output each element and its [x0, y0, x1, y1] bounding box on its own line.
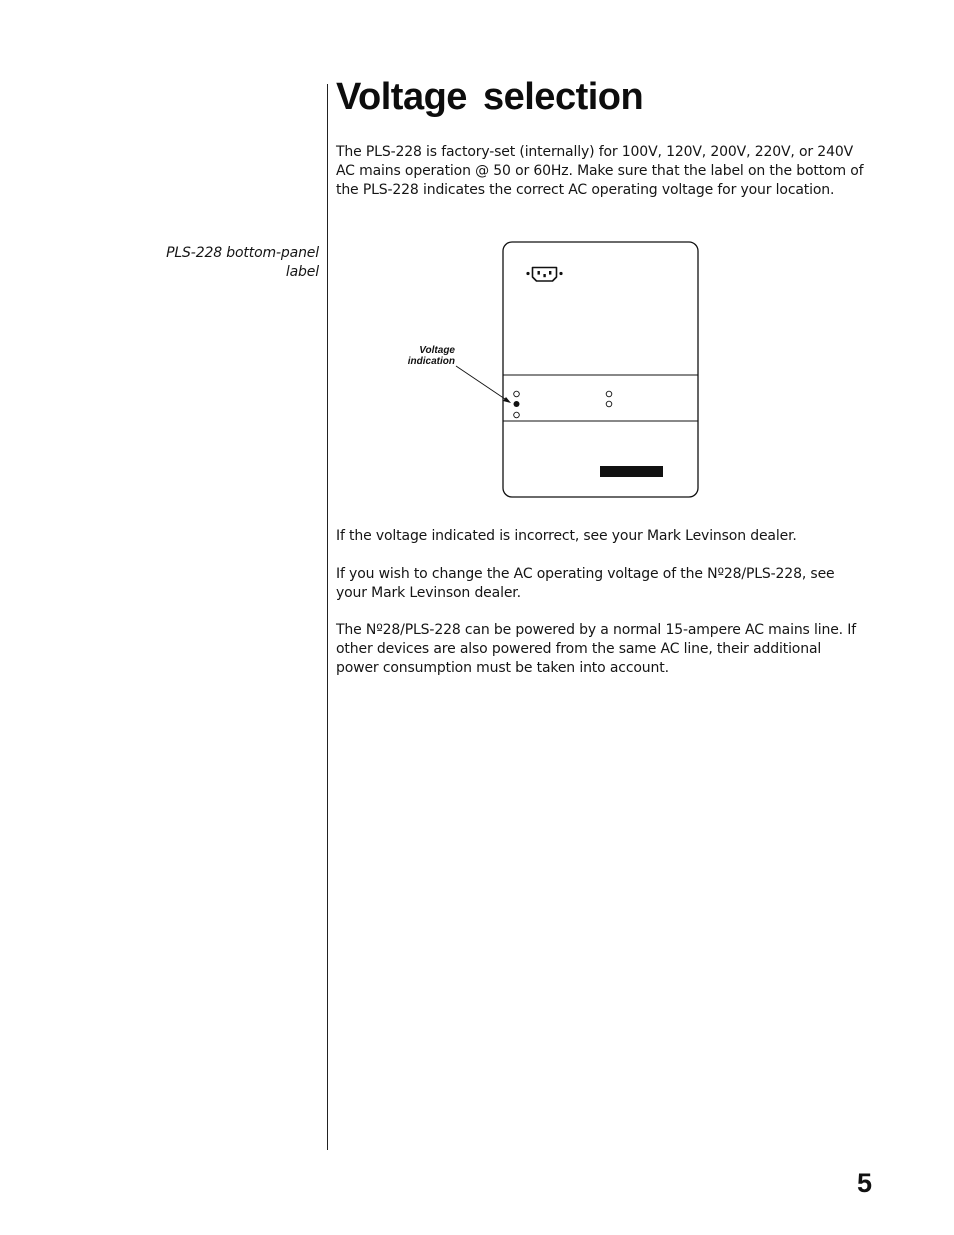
- callout-line-1: Voltage: [419, 345, 455, 356]
- voltage-indication-callout: [390, 346, 455, 367]
- bottom-panel-label-figure: [390, 238, 710, 503]
- intro-paragraph: The PLS-228 is factory-set (internally) for 100V, 120V, 200V, 220V, or 240V AC mains operation @ 50 or 60Hz. Make sure that the label on the bottom of the PLS-228 indicates the correct AC operating voltage for your location.: [336, 144, 864, 198]
- body-paragraph: If the voltage indicated is incorrect, see your Mark Levinson dealer.: [336, 528, 797, 544]
- page-title: Voltage selection: [336, 76, 644, 118]
- body-paragraph: The Nº28/PLS-228 can be powered by a normal 15-ampere AC mains line. If other devices are also powered from the same AC line, their additional power consumption must be taken into account.: [336, 622, 857, 676]
- figure-caption: PLS-228 bottom-panel label: [166, 245, 319, 280]
- voltage-dot-option: [606, 391, 612, 397]
- callout-line-2: indication: [407, 355, 455, 367]
- iec-power-inlet-icon: [526, 268, 562, 282]
- body-paragraph: If you wish to change the AC operating voltage of the Nº28/PLS-228, see your Mark Levinson dealer.: [336, 566, 835, 601]
- voltage-dots-right: [606, 391, 612, 407]
- margin-rule: [327, 84, 328, 1150]
- bottom-panel-label-drawing: [390, 238, 710, 503]
- voltage-dot-option: [514, 412, 520, 418]
- voltage-dots-left: [514, 391, 520, 418]
- label-black-bar: [600, 466, 663, 477]
- label-outline: [503, 242, 698, 497]
- page-number: 5: [856, 1168, 872, 1198]
- voltage-dot-selected: [514, 401, 520, 407]
- callout-leader: [456, 366, 508, 401]
- voltage-dot-option: [514, 391, 520, 397]
- voltage-dot-option: [606, 401, 612, 407]
